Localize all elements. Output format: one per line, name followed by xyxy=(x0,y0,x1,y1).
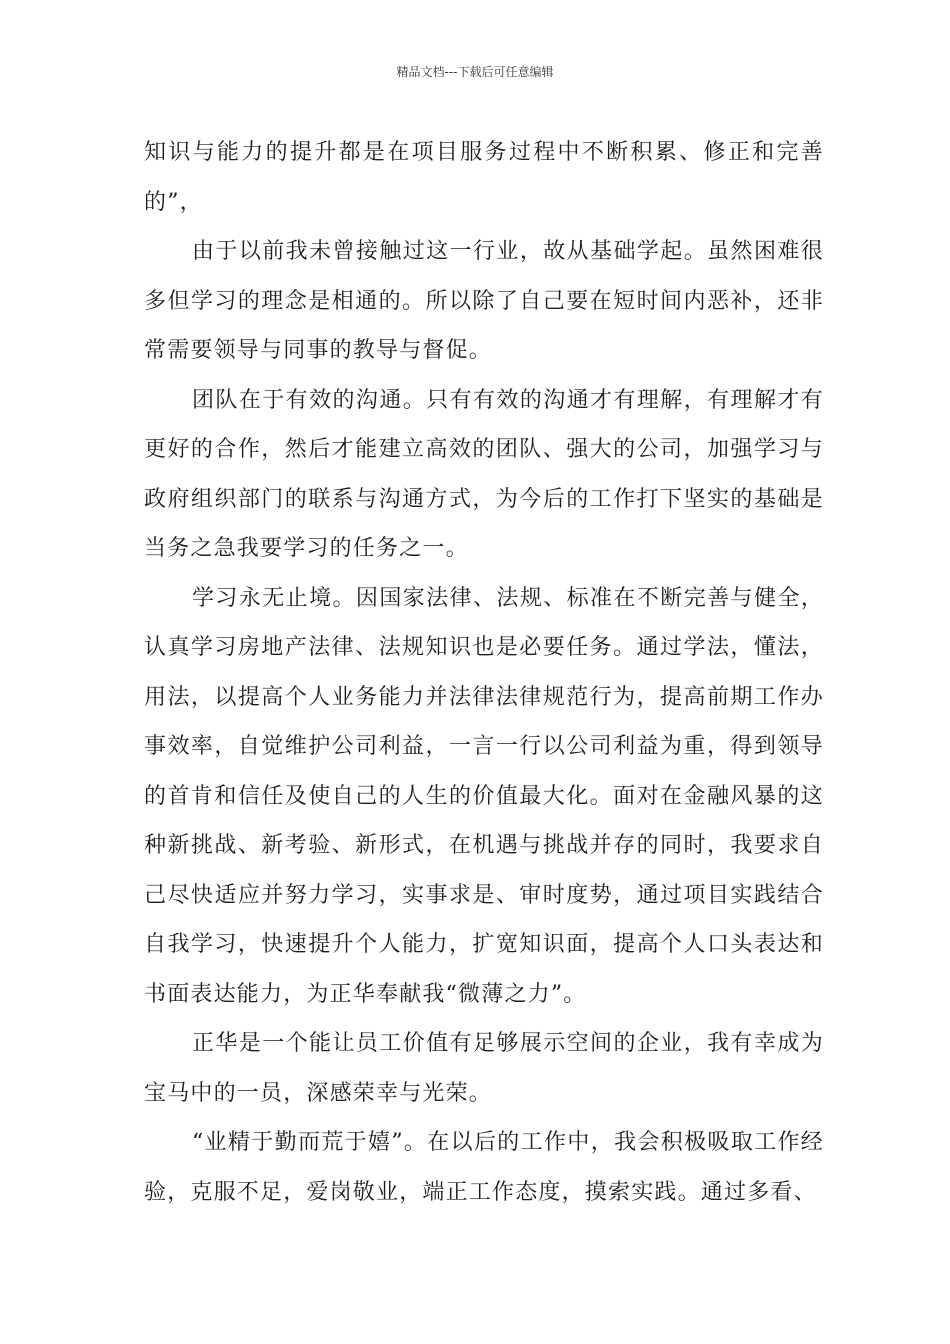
paragraph-learning-basics: 由于以前我未曾接触过这一行业，故从基础学起。虽然困难很多但学习的理念是相通的。所以除了自己要在短时间内恶补，还非常需要领导与同事的教导与督促。 xyxy=(144,239,824,363)
page-header: 精品文档---下载后可任意编辑 xyxy=(396,65,554,79)
paragraph-company-pride: 正华是一个能让员工价值有足够展示空间的企业，我有幸成为宝马中的一员，深感荣幸与光荣。 xyxy=(144,1031,824,1106)
paragraph-continuation: 知识与能力的提升都是在项目服务过程中不断积累、修正和完善的”， xyxy=(144,140,824,215)
paragraph-team-communication: 团队在于有效的沟通。只有有效的沟通才有理解，有理解才有更好的合作，然后才能建立高效的团队、强大的公司，加强学习与政府组织部门的联系与沟通方式，为今后的工作打下坚实的基础是当务之急我要学习的任务之一。 xyxy=(144,387,824,561)
paragraph-continuous-learning: 学习永无止境。因国家法律、法规、标准在不断完善与健全，认真学习房地产法律、法规知识也是必要任务。通过学法，懂法，用法，以提高个人业务能力并法律法律规范行为，提高前期工作办事效率，自觉维护公司利益，一言一行以公司利益为重，得到领导的首肯和信任及使自己的人生的价值最大化。面对在金融风暴的这种新挑战、新考验、新形式，在机遇与挑战并存的同时，我要求自己尽快适应并努力学习，实事求是、审时度势，通过项目实践结合自我学习，快速提升个人能力，扩宽知识面，提高个人口头表达和书面表达能力，为正华奉献我“微薄之力”。 xyxy=(144,585,824,1007)
paragraph-diligence: “业精于勤而荒于嬉”。在以后的工作中，我会积极吸取工作经验，克服不足，爱岗敬业，端正工作态度，摸索实践。通过多看、 xyxy=(144,1130,824,1205)
document-body xyxy=(144,128,824,1217)
